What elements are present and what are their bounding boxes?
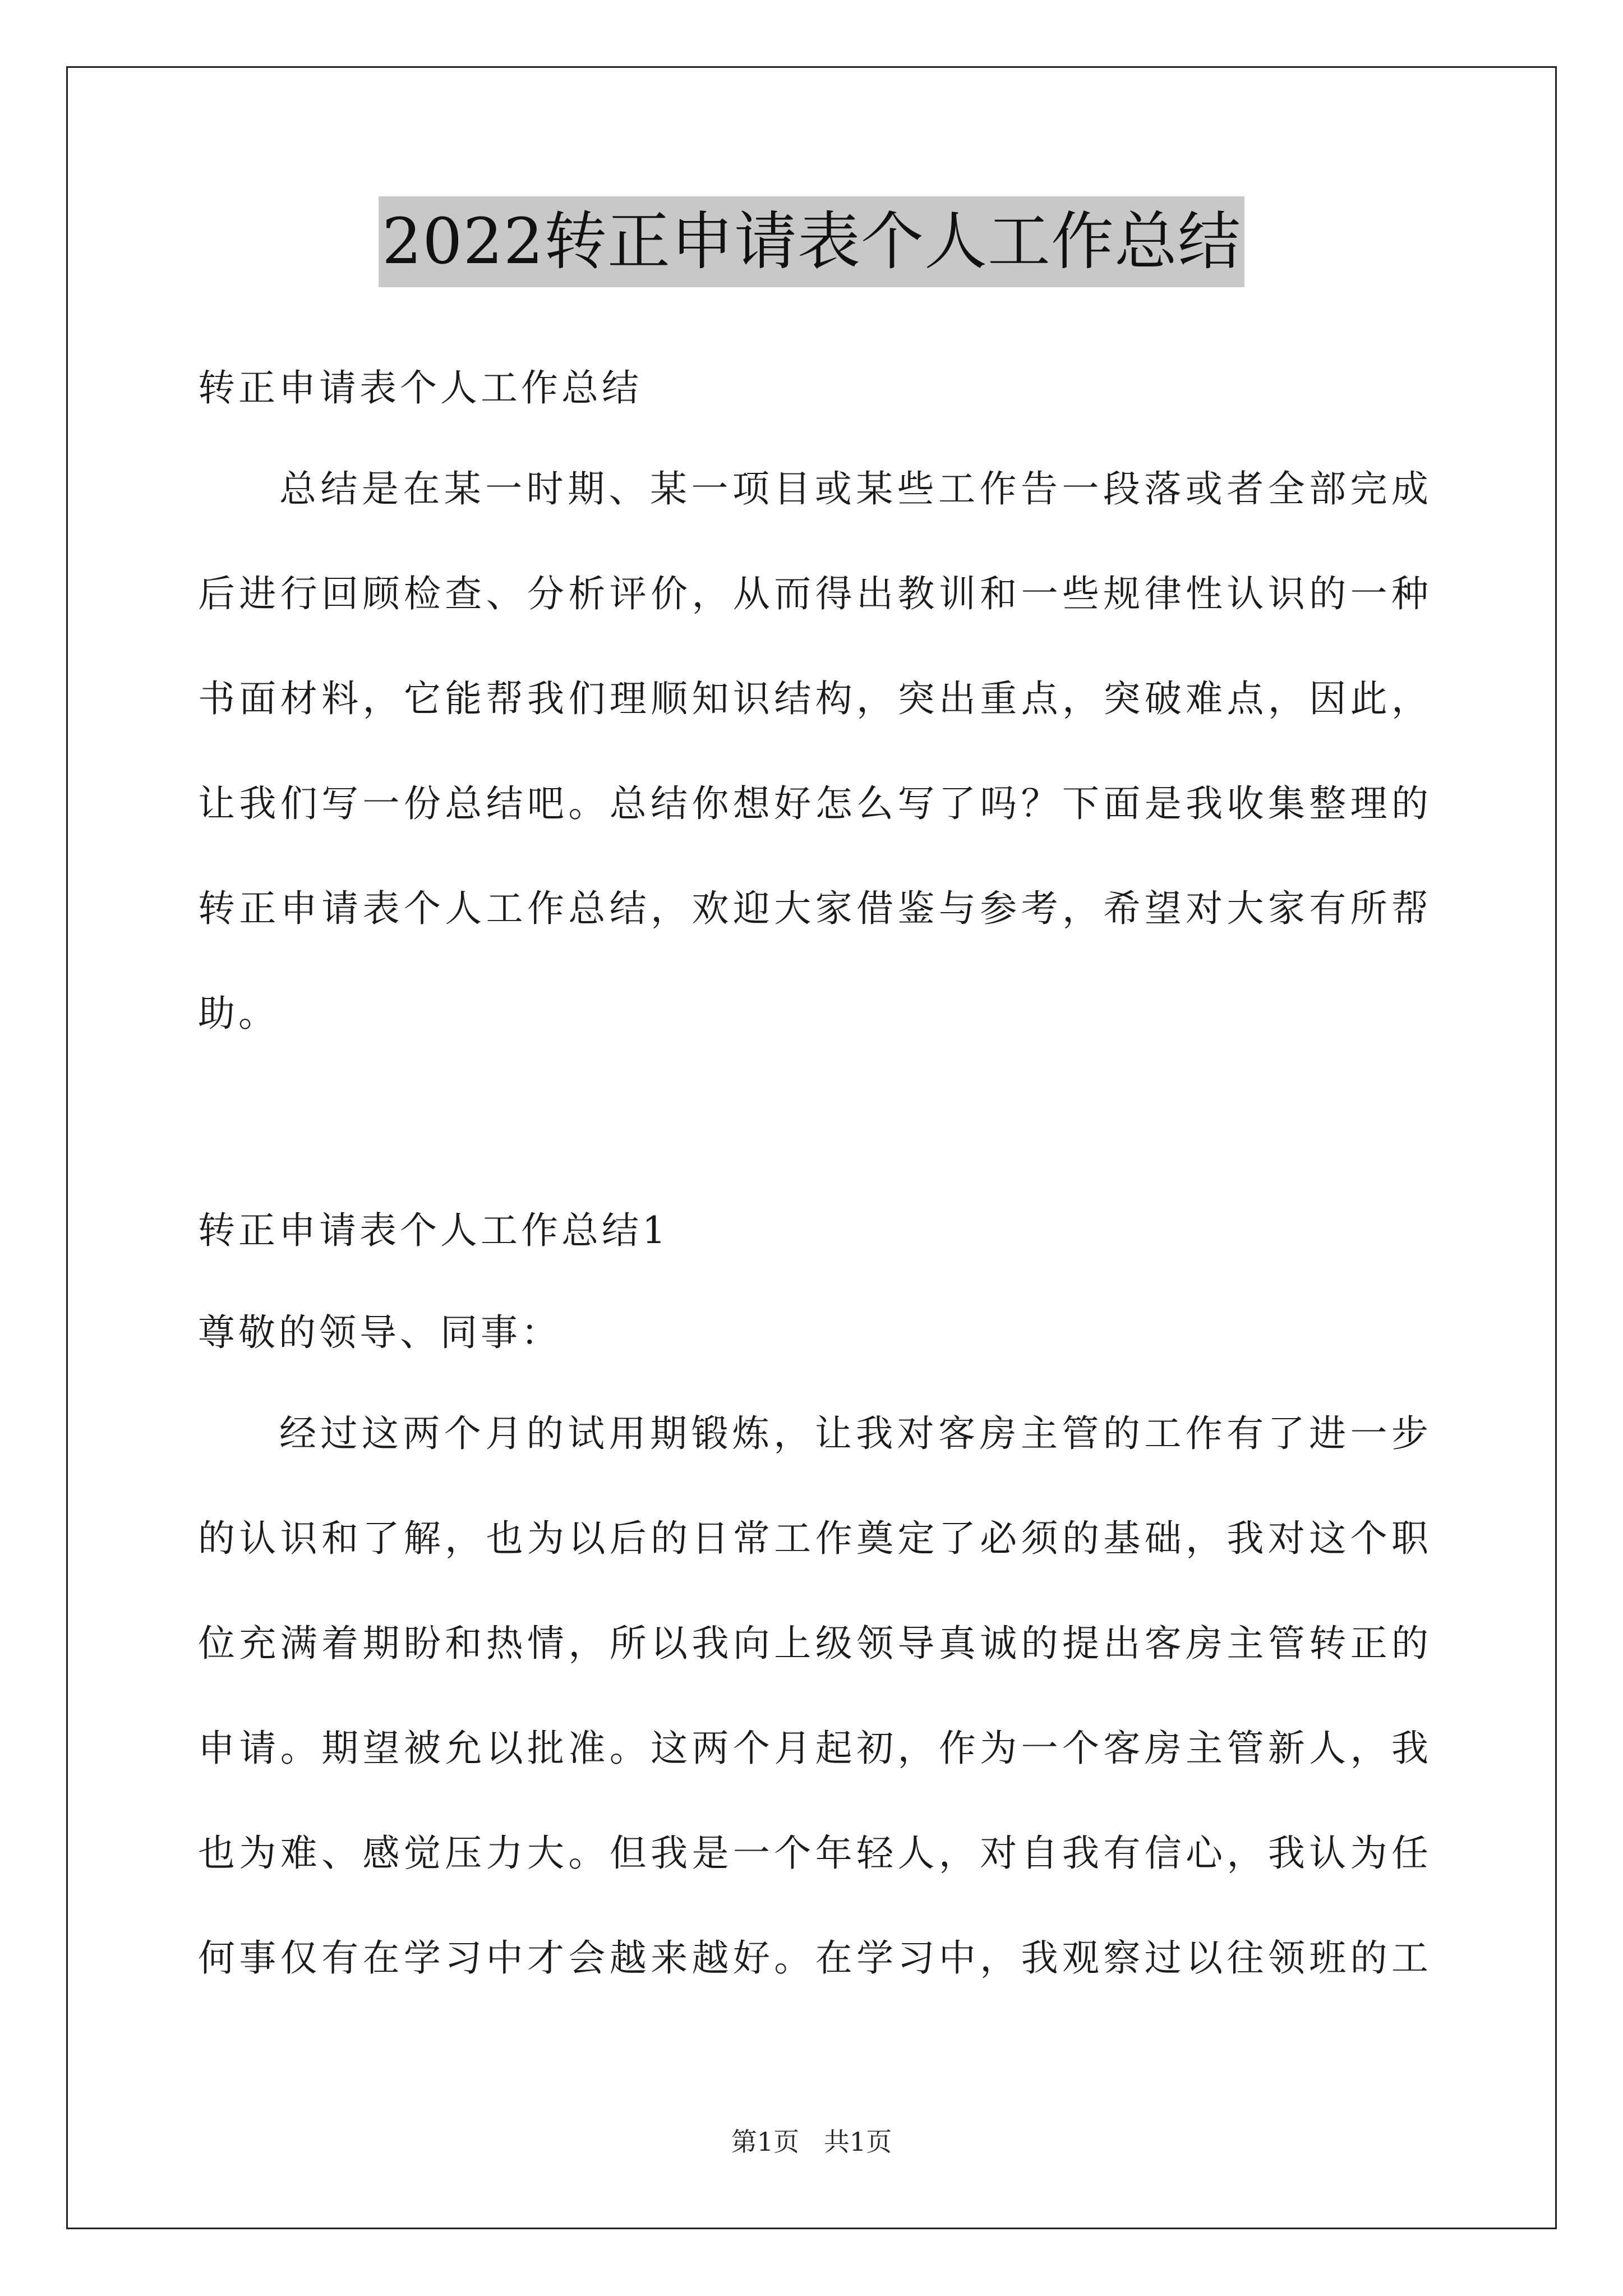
salutation: 尊敬的领导、同事：: [198, 1311, 561, 1354]
body-line-5: 也为难、感觉压力大。但我是一个年轻人，对自我有信心，我认为任: [198, 1832, 1432, 1875]
intro-line-1: 总结是在某一时期、某一项目或某些工作告一段落或者全部完成: [279, 467, 1432, 510]
section-heading: 转正申请表个人工作总结1: [198, 1209, 669, 1252]
intro-line-4: 让我们写一份总结吧。总结你想好怎么写了吗？下面是我收集整理的: [198, 782, 1432, 825]
title-container: [0, 196, 1623, 287]
body-line-2: 的认识和了解，也为以后的日常工作奠定了必须的基础，我对这个职: [198, 1517, 1432, 1560]
intro-line-3: 书面材料，它能帮我们理顺知识结构，突出重点，突破难点，因此，: [198, 677, 1432, 720]
intro-line-2: 后进行回顾检查、分析评价，从而得出教训和一些规律性认识的一种: [198, 572, 1432, 615]
page-footer: 第1页 共1页: [731, 2127, 892, 2157]
body-line-6: 何事仅有在学习中才会越来越好。在学习中，我观察过以往领班的工: [198, 1936, 1432, 1980]
intro-line-6: 助。: [198, 992, 279, 1035]
subtitle: 转正申请表个人工作总结: [198, 366, 642, 409]
body-line-4: 申请。期望被允以批准。这两个月起初，作为一个客房主管新人，我: [198, 1727, 1432, 1770]
body-line-3: 位充满着期盼和热情，所以我向上级领导真诚的提出客房主管转正的: [198, 1622, 1432, 1665]
body-line-1: 经过这两个月的试用期锻炼，让我对客房主管的工作有了进一步: [279, 1412, 1432, 1455]
intro-line-5: 转正申请表个人工作总结，欢迎大家借鉴与参考，希望对大家有所帮: [198, 887, 1432, 930]
document-title: 2022转正申请表个人工作总结: [379, 196, 1244, 287]
